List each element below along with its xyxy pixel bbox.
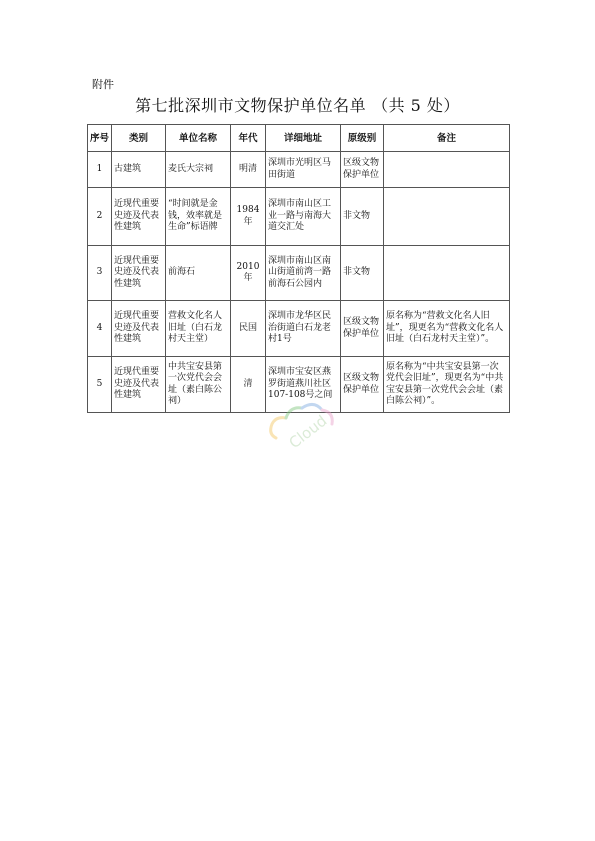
cell-no: 4 bbox=[88, 301, 112, 357]
cell-era: 1984年 bbox=[231, 188, 266, 246]
header-name: 单位名称 bbox=[166, 125, 231, 152]
cell-era: 明清 bbox=[231, 152, 266, 188]
cell-era: 民国 bbox=[231, 301, 266, 357]
relics-table bbox=[87, 124, 510, 413]
cell-note: 原名称为“中共宝安县第一次党代会旧址”，现更名为“中共宝安县第一次党代会会址（素白陈公祠）”。 bbox=[384, 357, 510, 413]
table-row bbox=[88, 301, 510, 357]
cell-no: 5 bbox=[88, 357, 112, 413]
cell-level: 区级文物保护单位 bbox=[341, 357, 384, 413]
cell-name: 前海石 bbox=[166, 246, 231, 301]
cell-level: 区级文物保护单位 bbox=[341, 301, 384, 357]
table-row bbox=[88, 188, 510, 246]
cell-note: 原名称为“营救文化名人旧址”，现更名为“营救文化名人旧址（白石龙村天主堂）”。 bbox=[384, 301, 510, 357]
cell-level: 区级文物保护单位 bbox=[341, 152, 384, 188]
attachment-label: 附件 bbox=[92, 78, 114, 91]
cell-era: 2010年 bbox=[231, 246, 266, 301]
cell-address: 深圳市光明区马田街道 bbox=[266, 152, 341, 188]
cell-category: 古建筑 bbox=[112, 152, 166, 188]
cell-address: 深圳市南山区南山街道前湾一路前海石公园内 bbox=[266, 246, 341, 301]
header-category: 类别 bbox=[112, 125, 166, 152]
cell-category: 近现代重要史迹及代表性建筑 bbox=[112, 357, 166, 413]
cell-no: 2 bbox=[88, 188, 112, 246]
cell-category: 近现代重要史迹及代表性建筑 bbox=[112, 188, 166, 246]
cell-note bbox=[384, 152, 510, 188]
cell-note bbox=[384, 246, 510, 301]
table-row bbox=[88, 357, 510, 413]
cell-address: 深圳市宝安区燕罗街道燕川社区107-108号之间 bbox=[266, 357, 341, 413]
document-title bbox=[0, 93, 595, 116]
cell-era: 清 bbox=[231, 357, 266, 413]
header-no: 序号 bbox=[88, 125, 112, 152]
header-level: 原级别 bbox=[341, 125, 384, 152]
header-era: 年代 bbox=[231, 125, 266, 152]
cell-name: “时间就是金钱，效率就是生命”标语牌 bbox=[166, 188, 231, 246]
watermark-text: Cloud bbox=[285, 411, 331, 453]
cell-level: 非文物 bbox=[341, 188, 384, 246]
cell-name: 营救文化名人旧址（白石龙村天主堂） bbox=[166, 301, 231, 357]
cell-category: 近现代重要史迹及代表性建筑 bbox=[112, 301, 166, 357]
table-row bbox=[88, 246, 510, 301]
cell-no: 1 bbox=[88, 152, 112, 188]
cell-category: 近现代重要史迹及代表性建筑 bbox=[112, 246, 166, 301]
cell-note bbox=[384, 188, 510, 246]
cell-address: 深圳市龙华区民治街道白石龙老村1号 bbox=[266, 301, 341, 357]
cell-address: 深圳市南山区工业一路与南海大道交汇处 bbox=[266, 188, 341, 246]
cell-name: 麦氏大宗祠 bbox=[166, 152, 231, 188]
cell-level: 非文物 bbox=[341, 246, 384, 301]
cell-no: 3 bbox=[88, 246, 112, 301]
title-main: 第七批深圳市文物保护单位名单 bbox=[135, 96, 367, 115]
header-address: 详细地址 bbox=[266, 125, 341, 152]
table-row bbox=[88, 152, 510, 188]
title-count: （共 5 处） bbox=[372, 96, 460, 115]
header-note: 备注 bbox=[384, 125, 510, 152]
cell-name: 中共宝安县第一次党代会会址（素白陈公祠） bbox=[166, 357, 231, 413]
table-header-row bbox=[88, 125, 510, 152]
